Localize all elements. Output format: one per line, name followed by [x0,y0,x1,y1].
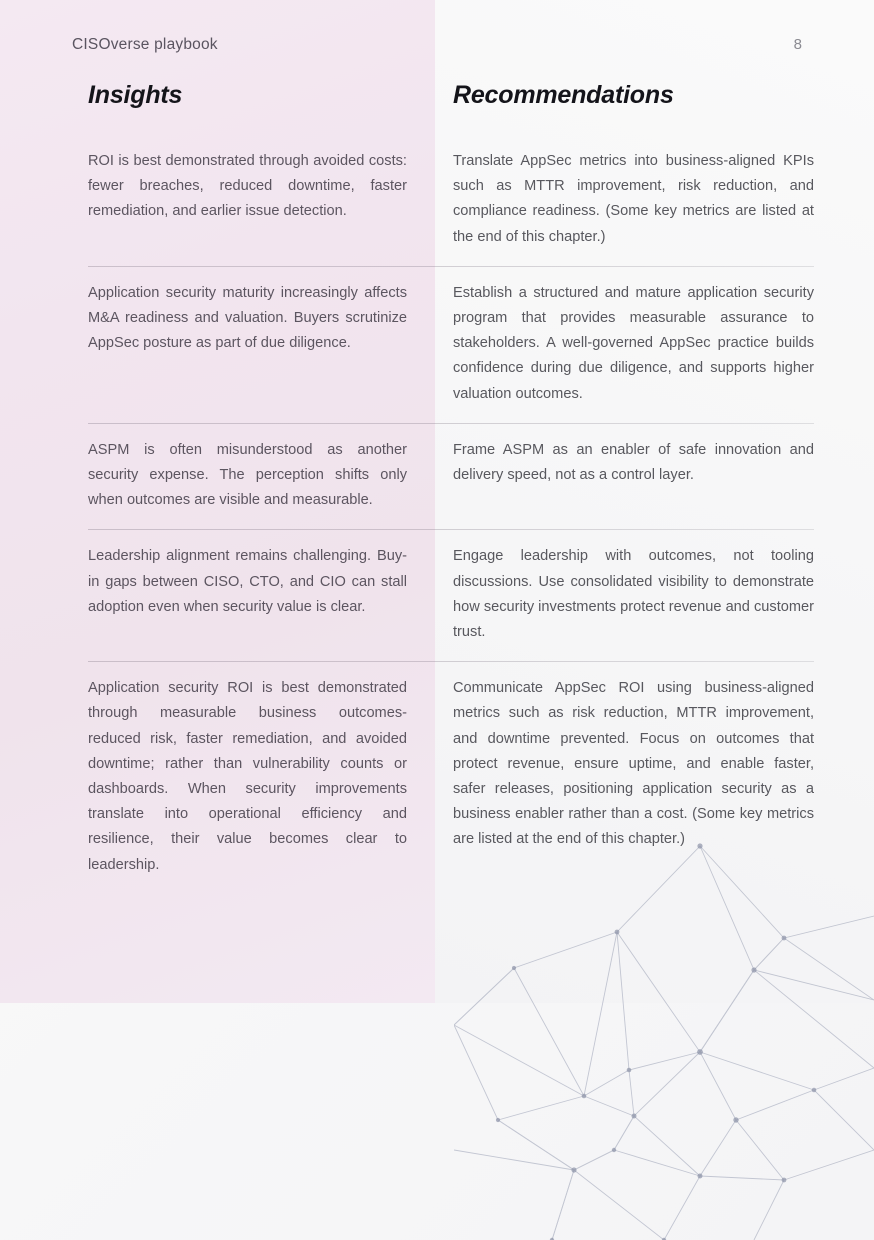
column-header-insights [0,80,435,135]
recommendation-text: Translate AppSec metrics into business-aligned KPIs such as MTTR improvement, risk reduction, and compliance readiness. (Some key metrics are listed at the end of this chapter.) [453,153,814,245]
insight-cell [0,530,435,661]
column-header-insights-label: Insights [88,81,183,109]
recommendation-cell [435,267,874,423]
recommendation-cell [435,135,874,266]
insight-text: Application security maturity increasingly affects M&A readiness and valuation. Buyers scrutinize AppSec posture as part of due diligence. [88,284,407,352]
insight-text: Application security ROI is best demonstrated through measurable business outcomes- reduced risk, faster remediation, and avoided downtime; rather than vulnerability counts or dashboards. When security improvements translate into operational efficiency and resilience, their value becomes clear to leadership. [88,680,407,873]
column-header-recommendations-label: Recommendations [453,81,674,109]
insights-recommendations-table [0,80,874,894]
insight-text: ASPM is often misunderstood as another security expense. The perception shifts only when outcomes are visible and measurable. [88,441,407,509]
recommendation-cell [435,424,874,530]
recommendation-text: Establish a structured and mature application security program that provides measurable assurance to stakeholders. A well-governed AppSec practice builds confidence during due diligence, and supports higher valuation outcomes. [453,284,814,402]
insight-text: ROI is best demonstrated through avoided costs: fewer breaches, reduced downtime, faster remediation, and earlier issue detection. [88,153,407,220]
recommendation-text: Communicate AppSec ROI using business-aligned metrics such as risk reduction, MTTR improvement, and downtime prevented. Focus on outcomes that protect revenue, ensure uptime, and enable faster, safer releases, positioning application security as a business enabler rather than a cost. (Some key metrics are listed at the end of this chapter.) [453,680,814,848]
recommendation-cell [435,662,874,894]
page-header [0,0,874,80]
insight-cell [0,135,435,266]
insight-cell [0,267,435,423]
table-header-row [0,80,874,135]
table-row [0,135,874,266]
recommendation-text: Frame ASPM as an enabler of safe innovation and delivery speed, not as a control layer. [453,441,814,484]
table-row [0,267,874,423]
table-row [0,424,874,530]
recommendation-text: Engage leadership with outcomes, not tooling discussions. Use consolidated visibility to demonstrate how security investments protect revenue and customer trust. [453,548,814,641]
insight-text: Leadership alignment remains challenging. Buy-in gaps between CISO, CTO, and CIO can stall adoption even when security value is clear. [88,548,407,615]
insight-cell [0,424,435,530]
page-number: 8 [793,36,802,53]
column-header-recommendations [435,80,874,135]
table-row [0,530,874,661]
insight-cell [0,662,435,894]
document-title: CISOverse playbook [72,36,218,53]
recommendation-cell [435,530,874,661]
table-row [0,662,874,894]
